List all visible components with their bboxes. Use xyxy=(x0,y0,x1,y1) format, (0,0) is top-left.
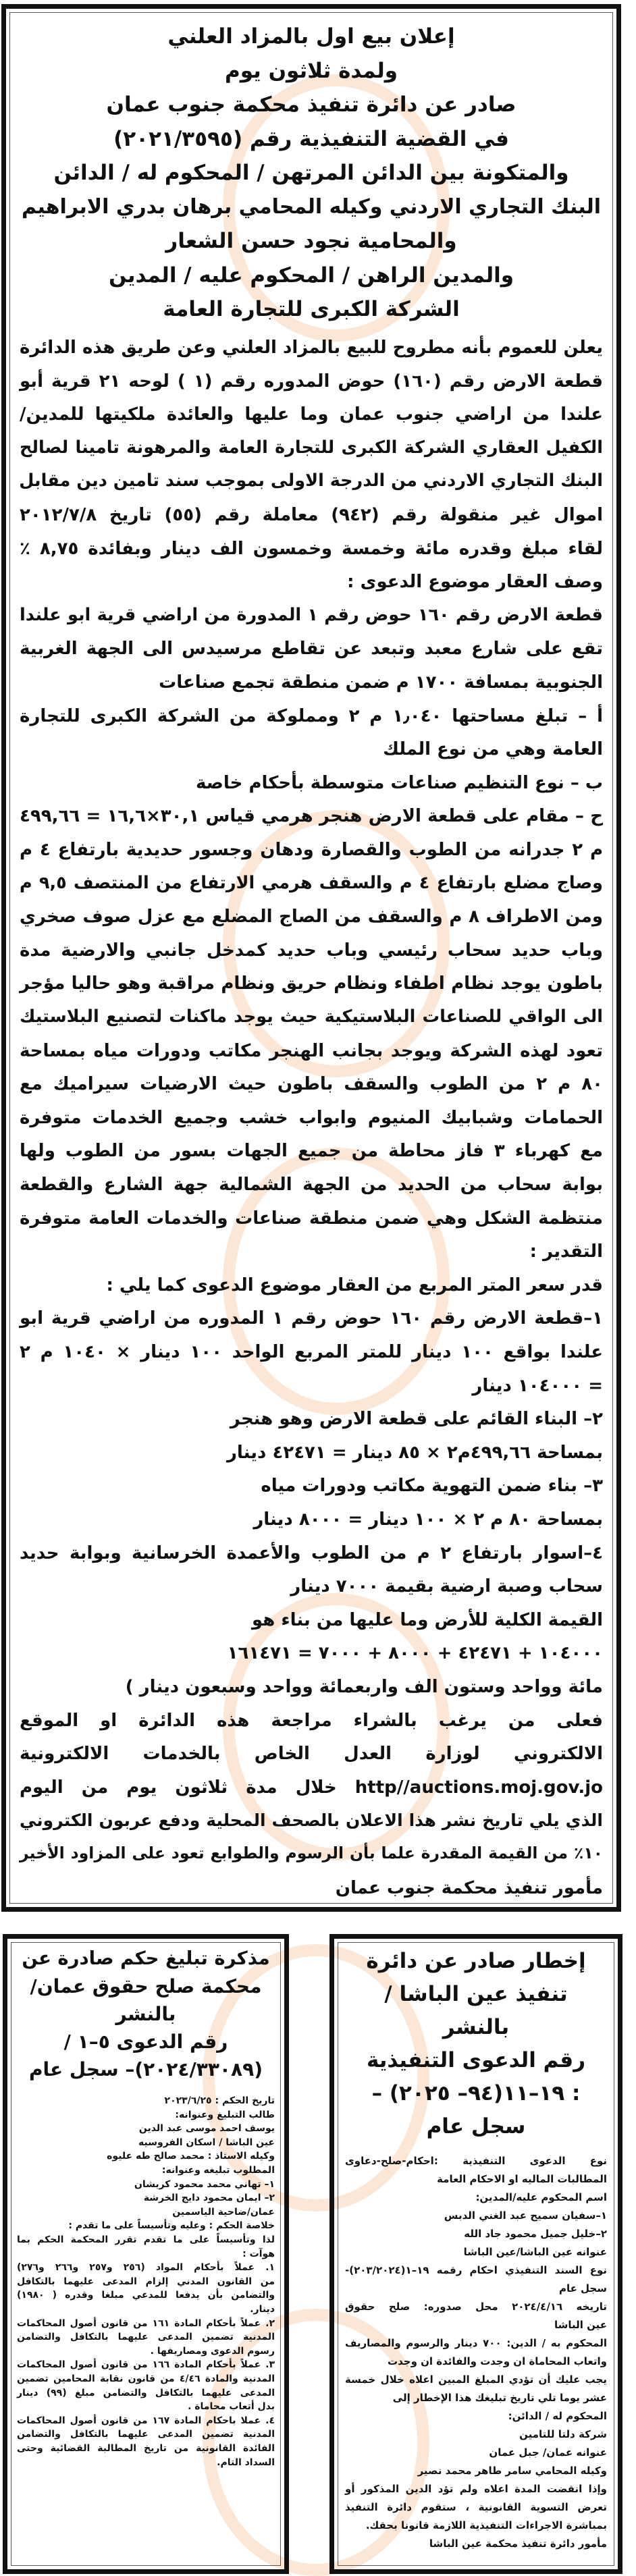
notice-text-line: عمان/ضاحية الياسمين xyxy=(172,2206,275,2218)
notice-text-line: مع كهرباء ٣ فاز محاطة من جميع الجهات بسور من الطوب ولها xyxy=(20,1141,603,1162)
notice-text-line: ١. عملاً بأحكام المواد (٢٥٦ و٢٥٧ و٢٦٦ و٢٧٦) xyxy=(17,2262,275,2274)
notice-text-line: العامة وهي من نوع الملك xyxy=(383,739,603,760)
notice-text-line: الجنوبية بمسافة ١٧٠٠ م ضمن منطقة تجمع صناعات xyxy=(159,672,603,693)
notice-text-line: ٣. عملاً بأحكام المادة ١٦٦ من قانون أصول المحاكمات xyxy=(17,2359,275,2371)
notice-text-line: ٢. عملاً بأحكام المادة ١٦١ من قانون أصول المحاكمات xyxy=(17,2317,275,2329)
notice-text-line: المحكوم له / الدائن: xyxy=(508,2410,607,2422)
notice-text-line: عشر يوما تلي تاريخ تبليغك هذا الإخطار إلى xyxy=(392,2392,607,2404)
notice-text-line: قدر سعر المتر المربع من العقار موضوع الدعوى كما يلي : xyxy=(106,1274,603,1295)
notice-title-line: والمتكونة بين الدائن المرتهن / المحكوم له / الدائن xyxy=(53,161,569,185)
notice-title-line: والمحامية نجود حسن الشعار xyxy=(165,229,457,253)
notice-text-line: علندا بواقع ١٠٠ دينار للمتر المربع الواحد ١٠٠ دينار × ١٠٤٠ م ٢ xyxy=(20,1342,603,1362)
notice-text-line: اموال غير منقولة رقم (٩٤٢) معاملة رقم (٥٥) تاريخ ٢٠١٢/٧/٨ xyxy=(20,505,603,525)
notice-text-line: المحكوم به / الدين: ٧٠٠ دينار والرسوم والمصاريف xyxy=(345,2337,607,2349)
notice-text-line: تعود لهذه الشركة ويوجد بجانب الهنجر مكاتب ودورات مياه بمساحة xyxy=(20,1040,603,1061)
notice-title-line: إعلان بيع اول بالمزاد العلني xyxy=(167,24,455,49)
notice-text-line: ١٠٪ من القيمة المقدرة علما بأن الرسوم والطوابع تعود على المزاود الأخير xyxy=(20,1844,603,1862)
notice-text-line: ومن الاطراف ٨ م والسقف من الصاج المضلع مع عزل صوف صخري xyxy=(20,907,603,928)
notice-title-line: مذكرة تبليغ حكم صادرة عن xyxy=(22,1948,270,1969)
notice-text-line: تقع على شارع معبد وتبعد عن تقاطع مرسيدس الى الجهة الغربية xyxy=(20,639,603,660)
notice-text-line: لذا وتأسيساً على ما تقدم تقرر المحكمة الحكم بما xyxy=(17,2234,275,2245)
notice-title-line: الشركة الكبرى للتجارة العامة xyxy=(163,297,460,321)
notice-text-line: وإذا انقضت المدة اعلاه ولم تؤد الدين المذكور أو xyxy=(345,2483,607,2495)
notice-text-line: فعلى من يرغب بالشراء مراجعة هذه الدائرة او الموقع xyxy=(20,1710,603,1731)
notice-text-line: بمباشرة الاجراءات التنفيذية اللازمة قانونا بحقك. xyxy=(365,2519,607,2531)
notice-text-line: التقدير : xyxy=(529,1241,603,1262)
notice-text-line: المطالبات الماليه او الاحكام العامة xyxy=(437,2173,607,2185)
notice-text-line: واتعاب المحاماة ان وجدت والفائدة ان وجدت xyxy=(388,2355,607,2367)
notice-text-line: قطعة الارض رقم (١٦٠) حوض المدوره رقم (١ ) لوحه ٢١ قرية أبو xyxy=(20,371,604,392)
notice-text-line: الفائدة القانونية من تاريخ المطالبة القضائية وحتى xyxy=(17,2443,275,2454)
notice-text-line: رسوم الدعوى ومصاريفها . xyxy=(150,2345,275,2357)
notice-text-line: = ١٠٤٠٠٠ دينار xyxy=(472,1375,603,1396)
notice-text-line: نوع الدعوى التنفيذية :احكام-صلح-دعاوى xyxy=(345,2155,607,2167)
notice-title-line: بالنشر xyxy=(442,2015,510,2039)
notice-text-line: ٢– ايمان محمود دايج الخرشة xyxy=(143,2193,275,2204)
notice-text-line: يجب عليك أن تؤدي المبلغ المبين اعلاه خلال خمسة xyxy=(345,2373,607,2386)
notice-text-line: وكيله المحامي سامر طاهر محمد نصير xyxy=(417,2465,607,2477)
notice-text-line: منتظمة الشكل وهي ضمن منطقة صناعات والخدمات العامة متوفرة xyxy=(20,1208,603,1229)
notice-title-line: بالنشر xyxy=(115,2003,176,2025)
notice-text-line: طالب التبليغ وعنوانه: xyxy=(175,2109,275,2120)
notice-text-line: والتضامن بأن يدفعا للمدعي مبلغا وقدره ( ١٩٨٠) xyxy=(17,2290,275,2301)
notice-text-line: سجل عام xyxy=(558,2282,607,2295)
notice-text-line: يوسف احمد موسى عبد الدين xyxy=(138,2123,275,2135)
notice-text-line: نوع السند التنفيذي احكام رقمه ١٩–١(٢٠٣/٢٠٢٤)- xyxy=(345,2264,607,2276)
notice-title-line: ولمدة ثلاثون يوم xyxy=(225,58,398,83)
notice-text-line: خلاصة الحكم : وعليه وتأسيساً على ما تقدم : xyxy=(68,2220,275,2232)
notice-title-line: (٢٠٢٤/٣٣٠٨٩)– سجل عام xyxy=(28,2058,263,2081)
notice-text-line: وكيله الاستاذ : محمد صالح طه عليوه xyxy=(107,2151,275,2162)
notice-text-line: باطون يوجد نظام اطفاء ونظام حريق ونظام مراقبة وهو حاليا مؤجر xyxy=(20,973,603,994)
notice-text-line: الى الواقي للصناعات البلاستيكية حيث يوجد ماكنات لتصنيع البلاستيك xyxy=(20,1007,603,1027)
notice-text-line: وصاج مضلع بارتفاع ٤ م والسقف هرمي الارتفاع من المنتصف ٩,٥ م xyxy=(20,872,603,893)
notice-title-line: رقم الدعوى التنفيذية xyxy=(366,2048,586,2072)
notice-text-line: ٨٠ م ٢ من الطوب والسقف باطون حيث الارضيات سيراميك مع xyxy=(20,1074,603,1095)
notice-title-line: في القضية التنفيذية رقم (٢٠٢١/٣٥٩٥) xyxy=(113,126,509,151)
notice-title-line: سجل عام xyxy=(426,2114,526,2139)
notice-text-line: بوابة سحاب من الحديد من الجهة الشمالية جهة الشارع والقطعة xyxy=(20,1175,603,1195)
judgment-notice-box xyxy=(3,1934,289,2574)
notice-text-line: عنوانه عمان/ جبل عمان xyxy=(489,2446,607,2459)
notice-title-line: محكمة صلح حقوق عمان/ xyxy=(30,1975,262,1997)
notice-text-line: عنوانه عين الباشا/عين الباشا xyxy=(463,2246,607,2258)
notice-text-line: المطلوب تبليغه وعنوانه: xyxy=(161,2165,275,2176)
notice-text-line: مأمور تنفيذ محكمة جنوب عمان xyxy=(335,1877,603,1898)
notice-text-line: دينار. xyxy=(250,2304,275,2315)
notice-text-line: ١– تهاني محمد محمود كريشان xyxy=(134,2178,275,2190)
auction-website-link[interactable]: http//auctions.moj.gov.jo خلال مدة ثلاثون يوم من اليوم xyxy=(20,1777,603,1798)
notice-title-line: : ١٩–١١(٩٤– ٢٠٢٥) – xyxy=(371,2081,581,2105)
notice-text-line: ٤. عملا باحكام المادة ١٦٧ من قانون أصول المحاكمات xyxy=(17,2415,275,2426)
notice-text-line: ١–سفيان سميح عبد الغني الدبس xyxy=(444,2209,607,2222)
notice-text-line: تاريخه ٢٠٢٤/٤/١٦ محل صدوره: صلح حقوق xyxy=(345,2301,607,2313)
notice-text-line: السداد التام. xyxy=(217,2457,275,2468)
notice-text-line: من القانون المدني إلزام المدعى عليهما بالتكافل xyxy=(17,2276,275,2287)
notice-title-line: البنك التجاري الاردني وكيله المحامي برهان بدري الابراهيم xyxy=(21,194,602,219)
notice-text-line: المدعى عليهما بالتكافل والتضامن مبلغ (٩٩) دينار xyxy=(17,2387,275,2398)
notice-title-line: صادر عن دائرة تنفيذ محكمة جنوب عمان xyxy=(106,92,516,117)
notice-text-line: ٣– بناء ضمن التهوية مكاتب ودورات مياه xyxy=(261,1476,603,1497)
notice-text-line: الذي يلي تاريخ نشر هذا الاعلان بالصحف المحلية ودفع عربون الكتروني xyxy=(20,1810,603,1831)
notice-text-line: بمساحة ٨٠ م ٢ × ١٠٠ دينار = ٨٠٠٠ دينار xyxy=(253,1509,603,1530)
notice-text-line: سحاب وصبة ارضية بقيمة ٧٠٠٠ دينار xyxy=(290,1576,603,1597)
notice-text-line: هوآت : xyxy=(242,2248,275,2259)
notice-text-line: المدنية تضمين المدعى عليهما بالتكافل والتضامن xyxy=(17,2332,275,2343)
notice-text-line: عين الباشا xyxy=(554,2319,607,2331)
notice-text-line: شركة دلتا للتامين xyxy=(519,2428,607,2440)
notice-text-line: قطعة الارض رقم ١٦٠ حوض رقم ١ المدورة من اراضي قرية ابو علندا xyxy=(20,604,603,625)
notice-text-line: ١٠٤٠٠٠ + ٤٢٤٧١ + ٨٠٠٠ + ٧٠٠٠ = ١٦١٤٧١ xyxy=(227,1643,603,1664)
notice-text-line: بمساحة ٤٩٩,٦٦م٢ × ٨٥ دينار = ٤٢٤٧١ دينار xyxy=(226,1442,603,1463)
notice-title-line: رقم الدعوى ٥–١ / xyxy=(63,2031,228,2053)
notice-text-line: البنك التجاري الاردني من الدرجة الاولى بموجب سند تامين دين مقابل xyxy=(19,471,603,491)
notice-text-line: تعرض التسوية القانونية ، ستقوم دائرة التنفيذ xyxy=(345,2501,607,2513)
notice-text-line: ح – مقام على قطعة الارض هنجر هرمي قياس ٣٠,١×١٦,٦ = ٤٩٩,٦٦ xyxy=(20,806,603,827)
notice-text-line: القيمة الكلية للأرض وما عليها من بناء هو xyxy=(252,1609,603,1630)
notice-title-line: إخطار صادر عن دائرة xyxy=(366,1949,586,1973)
notice-text-line: المدنية والمادة ٤/٤٦ من قانون نقابة المحامين تضمين xyxy=(17,2373,275,2384)
execution-notice-box xyxy=(329,1934,622,2574)
notice-text-line: م ٢ جدرانه من الطوب والقصارة ودهان وجسور حديدية بارتفاع ٤ م xyxy=(20,840,603,860)
notice-text-line: ٤–اسوار بارتفاع ٢ م من الطوب والأعمدة الخرسانية وبوابة حديد xyxy=(20,1542,603,1563)
notice-text-line: عين الباشا / اسكان الفروسيه xyxy=(138,2137,275,2148)
notice-text-line: بدل أتعاب محاماة . xyxy=(188,2401,275,2413)
notice-title-line: والمدين الراهن / المحكوم عليه / المدين xyxy=(108,263,514,288)
notice-text-line: اسم المحكوم عليه/المدين: xyxy=(475,2191,607,2203)
notice-text-line: يعلن للعموم بأنه مطروح للبيع بالمزاد العلني وعن طريق هذه الدائرة xyxy=(20,338,603,358)
notice-text-line: ب – نوع التنظيم صناعات متوسطة بأحكام خاصة xyxy=(196,772,603,793)
notice-text-line: مأمور دائرة تنفيذ محكمة عين الباشا xyxy=(429,2538,607,2550)
notice-text-line: أ – تبلغ مساحتها ١٫٠٤٠ م ٢ ومملوكة من الشركة الكبرى للتجارة xyxy=(20,705,603,726)
notice-text-line: المدنية تضمين المدعى عليهما بالتكافل والتضامن xyxy=(17,2429,275,2440)
notice-text-line: الالكتروني لوزارة العدل الخاص بالخدمات الالكترونية xyxy=(20,1744,603,1765)
notice-text-line: ١–قطعة الارض رقم ١٦٠ حوض رقم ١ المدوره من اراضي قرية ابو xyxy=(20,1308,604,1329)
notice-text-line: لقاء مبلغ وقدره مائة وخمسة وخمسون الف دينار وبفائدة ٨,٧٥ ٪ xyxy=(20,538,603,559)
notice-text-line: علندا من اراضي جنوب عمان وما عليها والعائدة ملكيتها للمدين/ xyxy=(20,404,603,425)
notice-text-line: ٢–خليل جميل محمود جاد الله xyxy=(464,2228,607,2240)
notice-text-line: الحمامات وشبابيك المنيوم وابواب خشب وجميع الخدمات متوفرة xyxy=(20,1107,603,1128)
notice-text-line: ٢– البناء القائم على قطعة الارض وهو هنجر xyxy=(230,1409,603,1430)
notice-text-line: الكفيل العقاري الشركة الكبرى للتجارة العامة والمرهونة تامينا لصالح xyxy=(20,437,603,458)
notice-text-line: تاريخ الحكم : ٢٠٢٣/٦/٢٥ xyxy=(164,2095,275,2106)
auction-notice-box xyxy=(1,4,621,1912)
notice-text-line: وصف العقار موضوع الدعوى : xyxy=(347,572,603,593)
notice-text-line: وباب حديد سحاب رئيسي وباب حديد كمدخل جانبي والارضية مدة xyxy=(20,940,603,961)
notice-title-line: تنفيذ عين الباشا / xyxy=(384,1982,568,2006)
notice-text-line: مائة وواحد وستون الف واربعمائة وواحد وسبعون دينار ) xyxy=(125,1677,603,1697)
